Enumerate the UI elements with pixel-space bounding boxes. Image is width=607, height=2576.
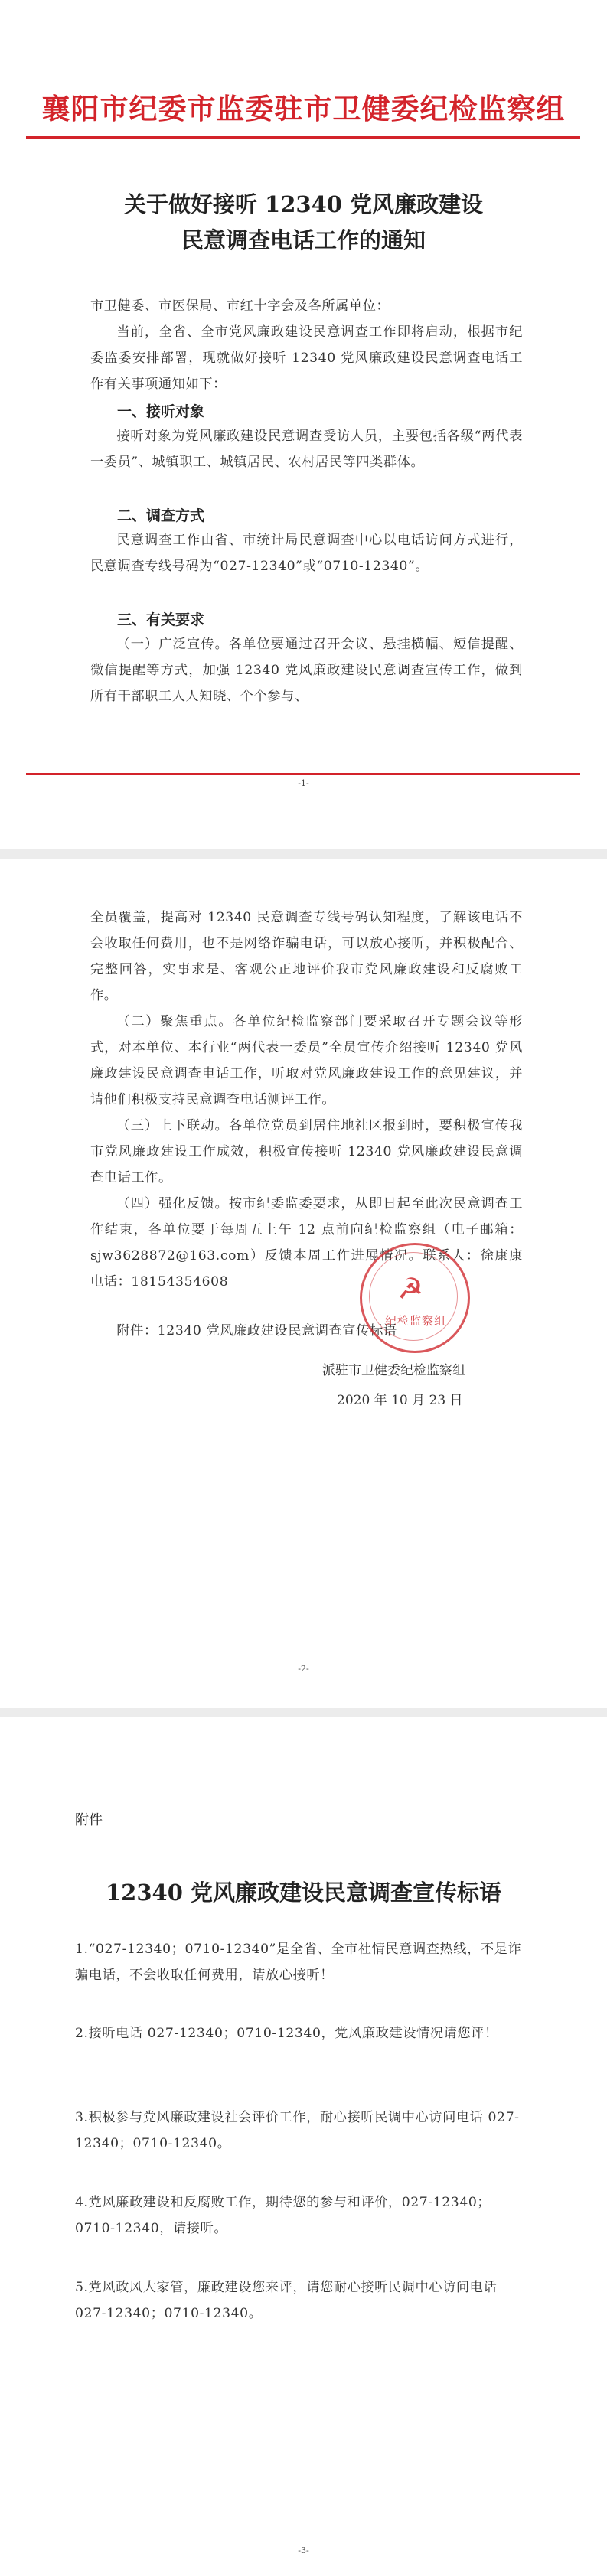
- slogan-title: 12340 党风廉政建设民意调查宣传标语: [106, 1880, 501, 1906]
- section1-body: 接听对象为党风廉政建设民意调查受访人员，主要包括各级“两代表一委员”、城镇职工、城镇居民、农村居民等四类群体。: [90, 429, 523, 470]
- official-seal: [360, 1243, 470, 1353]
- red-header: 襄阳市纪委市监委驻市卫健委纪检监察组: [41, 92, 566, 126]
- page-number: -1-: [298, 778, 309, 788]
- page-number: -2-: [298, 1664, 309, 1674]
- slogan-item: 4.党风廉政建设和反腐败工作，期待您的参与和评价，027-12340；0710-12340，请接听。: [75, 2195, 491, 2236]
- slogan-item: 3.积极参与党风廉政建设社会评价工作，耐心接听民调中心访问电话 027-12340；0710-12340。: [75, 2110, 520, 2151]
- item1-continued: 全员覆盖，提高对 12340 民意调查专线号码认知程度，了解该电话不会收取任何费用，也不是网络诈骗电话，可以放心接听，并积极配合、完整回答，实事求是、客观公正地评价我市党风廉政建设和反腐败工作。: [90, 910, 523, 1003]
- section2-heading: 二、调查方式: [117, 507, 205, 524]
- item2-paragraph: （二）聚焦重点。各单位纪检监察部门要采取召开专题会议等形式，对本单位、本行业“两代表一委员”全员宣传介绍接听 12340 党风廉政建设民意调查电话工作，听取对党风廉政建设工作的意见建议，并请他们积极支持民意调查电话测评工作。: [90, 1014, 523, 1107]
- notice-title-line2: 民意调查电话工作的通知: [181, 227, 426, 253]
- document-page-3: [0, 1717, 607, 2576]
- slogan-item: 5.党风政风大家管，廉政建设您来评，请您耐心接听民调中心访问电话 027-12340；0710-12340。: [75, 2280, 498, 2321]
- page-number: -3-: [298, 2545, 309, 2555]
- item4-paragraph: （四）强化反馈。按市纪委监委要求，从即日起至此次民意调查工作结束，各单位要于每周五上午 12 点前向纪检监察组（电子邮箱：sjw3628872@163.com）反馈本周工作进展情况。联系人：徐康康 电话：18154354608: [90, 1196, 537, 1290]
- footer-red-line: [26, 773, 580, 775]
- notice-title-line1: 关于做好接听 12340 党风廉政建设: [123, 191, 484, 217]
- attachment-label: 附件: [75, 1812, 103, 1828]
- section3-item1: （一）广泛宣传。各单位要通过召开会议、悬挂横幅、短信提醒、微信提醒等方式，加强 12340 党风廉政建设民意调查宣传工作，做到所有干部职工人人知晓、个个参与、: [90, 637, 523, 704]
- document-page-1: [0, 0, 607, 849]
- party-emblem-icon: ☭: [397, 1272, 424, 1306]
- header-red-line: [26, 136, 580, 139]
- section3-heading: 三、有关要求: [117, 611, 205, 628]
- slogan-item: 1.“027-12340；0710-12340”是全省、全市社情民意调查热线，不是诈骗电话，不会收取任何费用，请放心接听！: [75, 1942, 522, 1983]
- attachment-note: 附件：12340 党风廉政建设民意调查宣传标语: [116, 1323, 397, 1339]
- item3-paragraph: （三）上下联动。各单位党员到居住地社区报到时，要积极宣传我市党风廉政建设工作成效，积极宣传接听 12340 党风廉政建设民意调查电话工作。: [90, 1118, 523, 1185]
- section1-heading: 一、接听对象: [117, 403, 205, 420]
- signature-date: 2020 年 10 月 23 日: [337, 1393, 463, 1408]
- recipients: 市卫健委、市医保局、市红十字会及各所属单位：: [90, 298, 390, 314]
- seal-text: 纪检监察组: [385, 1314, 447, 1328]
- intro-paragraph: 当前，全省、全市党风廉政建设民意调查工作即将启动，根据市纪委监委安排部署，现就做好接听 12340 党风廉政建设民意调查电话工作有关事项通知如下：: [90, 324, 523, 392]
- document-page-2: [0, 859, 607, 1708]
- slogan-item: 2.接听电话 027-12340；0710-12340，党风廉政建设情况请您评！: [75, 2026, 498, 2041]
- section2-body: 民意调查工作由省、市统计局民意调查中心以电话访问方式进行，民意调查专线号码为“027-12340”或“0710-12340”。: [90, 533, 523, 574]
- signature-unit: 派驻市卫健委纪检监察组: [322, 1363, 465, 1378]
